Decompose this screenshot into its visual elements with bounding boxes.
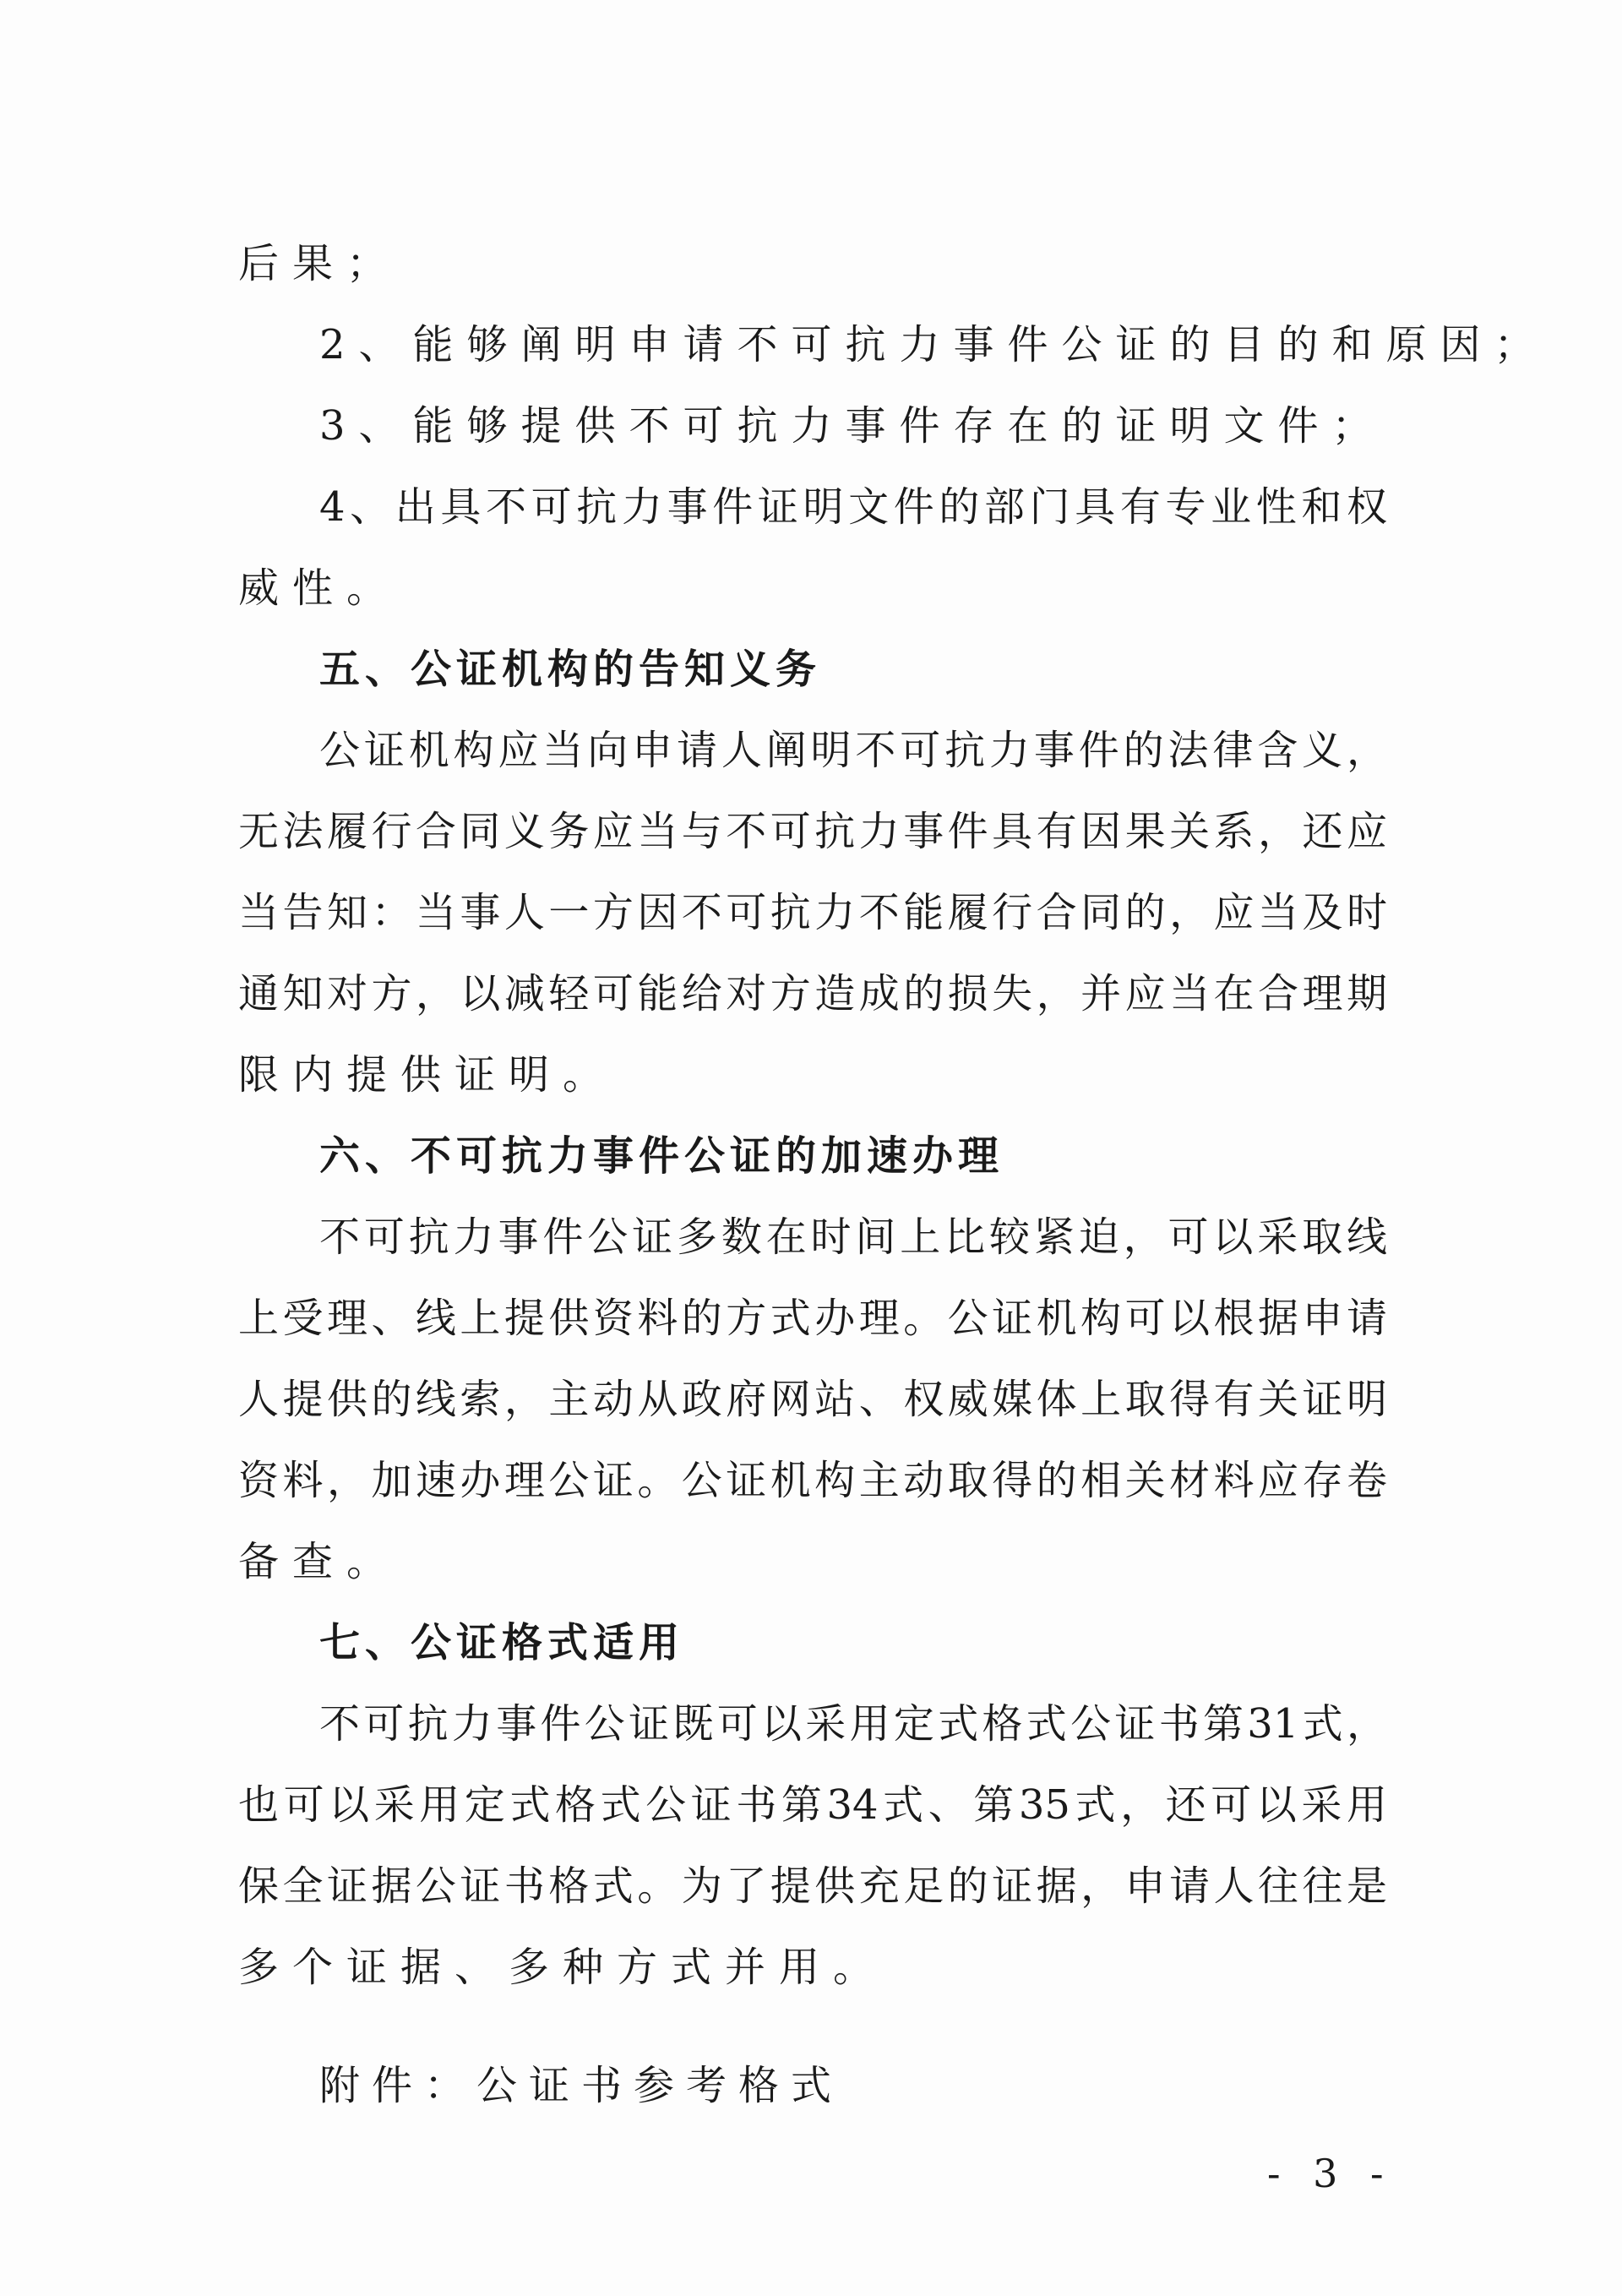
text-line: 威性。: [238, 564, 401, 612]
text-line: 公证机构应当向申请人阐明不可抗力事件的法律含义，: [319, 727, 1387, 774]
section-heading-6: 六、不可抗力事件公证的加速办理: [319, 1132, 1004, 1180]
text-line: 4、出具不可抗力事件证明文件的部门具有专业性和权: [319, 483, 1387, 531]
text-line: 备查。: [238, 1538, 401, 1585]
text-line: 无法履行合同义务应当与不可抗力事件具有因果关系，还应: [238, 808, 1387, 855]
text-line: 不可抗力事件公证多数在时间上比较紧迫，可以采取线: [319, 1213, 1387, 1261]
attachment-note: 附件：公证书参考格式: [319, 2062, 844, 2109]
text-line: 上受理、线上提供资料的方式办理。公证机构可以根据申请: [238, 1295, 1387, 1342]
text-line: 多个证据、多种方式并用。: [238, 1944, 888, 1991]
text-line: 也可以采用定式格式公证书第34式、第35式，还可以采用: [238, 1781, 1387, 1829]
text-line: 当告知：当事人一方因不可抗力不能履行合同的，应当及时: [238, 889, 1387, 936]
text-line: 保全证据公证书格式。为了提供充足的证据，申请人往往是: [238, 1862, 1387, 1910]
text-line: 限内提供证明。: [238, 1051, 618, 1099]
section-heading-5: 五、公证机构的告知义务: [319, 646, 822, 693]
text-line: 资料，加速办理公证。公证机构主动取得的相关材料应存卷: [238, 1457, 1387, 1504]
section-heading-7: 七、公证格式适用: [319, 1619, 685, 1666]
text-line: 2、能够阐明申请不可抗力事件公证的目的和原因；: [319, 321, 1549, 368]
text-line: 后果；: [238, 240, 401, 287]
text-line: 通知对方，以减轻可能给对方造成的损失，并应当在合理期: [238, 970, 1387, 1017]
page-number: - 3 -: [1267, 2151, 1394, 2196]
text-line: 3、能够提供不可抗力事件存在的证明文件；: [319, 402, 1386, 450]
text-line: 不可抗力事件公证既可以采用定式格式公证书第31式，: [319, 1700, 1387, 1748]
text-line: 人提供的线索，主动从政府网站、权威媒体上取得有关证明: [238, 1376, 1387, 1423]
